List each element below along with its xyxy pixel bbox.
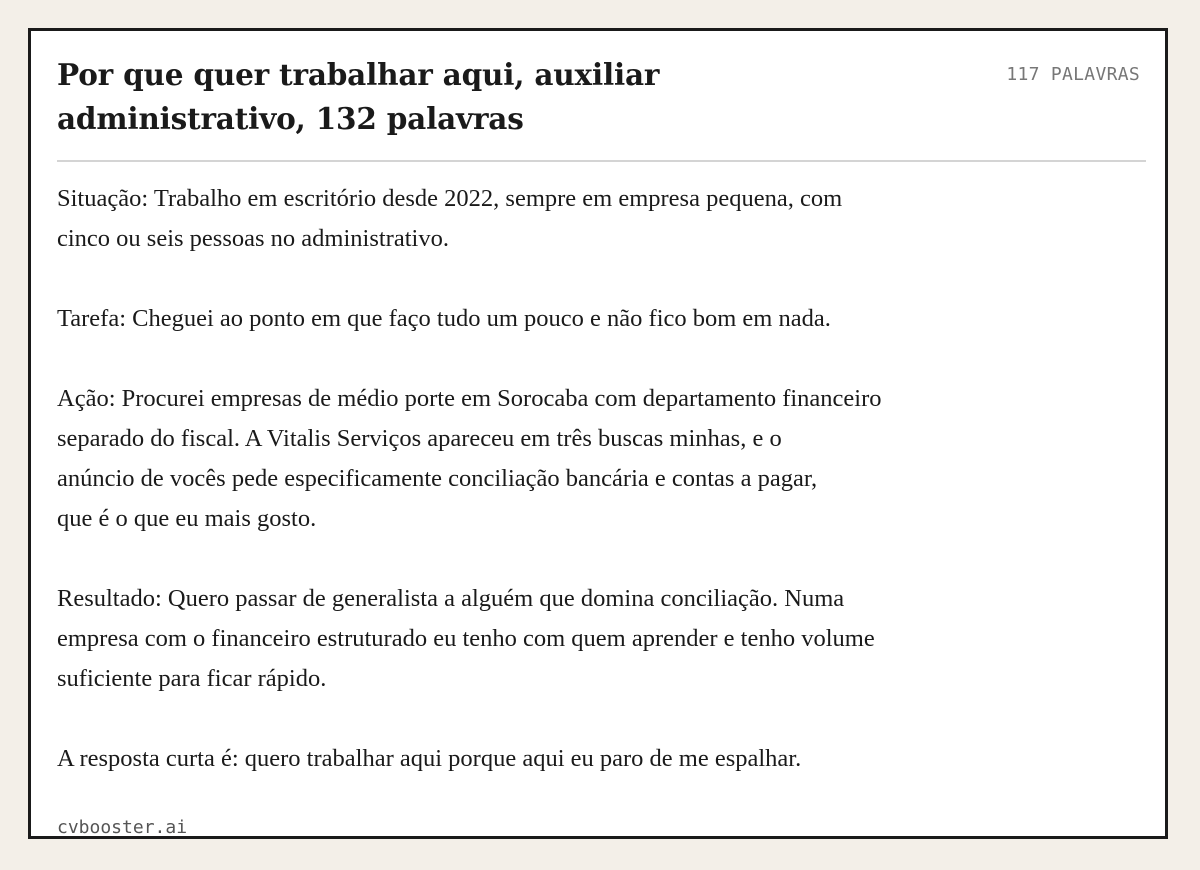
answer-card (28, 28, 1168, 839)
text-line: cinco ou seis pessoas no administrativo. (57, 225, 449, 252)
text-line: Ação: Procurei empresas de médio porte em Sorocaba com departamento financeiro (57, 385, 882, 412)
text-line: Tarefa: Cheguei ao ponto em que faço tudo um pouco e não fico bom em nada. (57, 305, 831, 332)
text-line: separado do fiscal. A Vitalis Serviços apareceu em três buscas minhas, e o (57, 425, 782, 452)
text-line: anúncio de vocês pede especificamente conciliação bancária e contas a pagar, (57, 465, 818, 492)
page-title: Por que quer trabalhar aqui, auxiliar administrativo, 132 palavras (57, 57, 660, 136)
text-line: Resultado: Quero passar de generalista a alguém que domina conciliação. Numa (57, 585, 845, 612)
text-line: A resposta curta é: quero trabalhar aqui porque aqui eu paro de me espalhar. (57, 745, 802, 772)
text-line: que é o que eu mais gosto. (57, 505, 317, 532)
text-line: Situação: Trabalho em escritório desde 2022, sempre em empresa pequena, com (57, 185, 843, 212)
paragraph-action (57, 379, 1117, 539)
paragraph-result (57, 579, 1117, 699)
paragraph-situation (57, 179, 1117, 259)
paragraph-short-answer (57, 739, 1117, 779)
word-count-badge: 117 PALAVRAS (1006, 64, 1140, 85)
text-line: suficiente para ficar rápido. (57, 665, 327, 692)
answer-body (57, 179, 1117, 819)
title-divider (57, 160, 1146, 162)
brand-footer: cvbooster.ai (57, 817, 188, 838)
text-line: empresa com o financeiro estruturado eu tenho com quem aprender e tenho volume (57, 625, 875, 652)
paragraph-task (57, 299, 1117, 339)
